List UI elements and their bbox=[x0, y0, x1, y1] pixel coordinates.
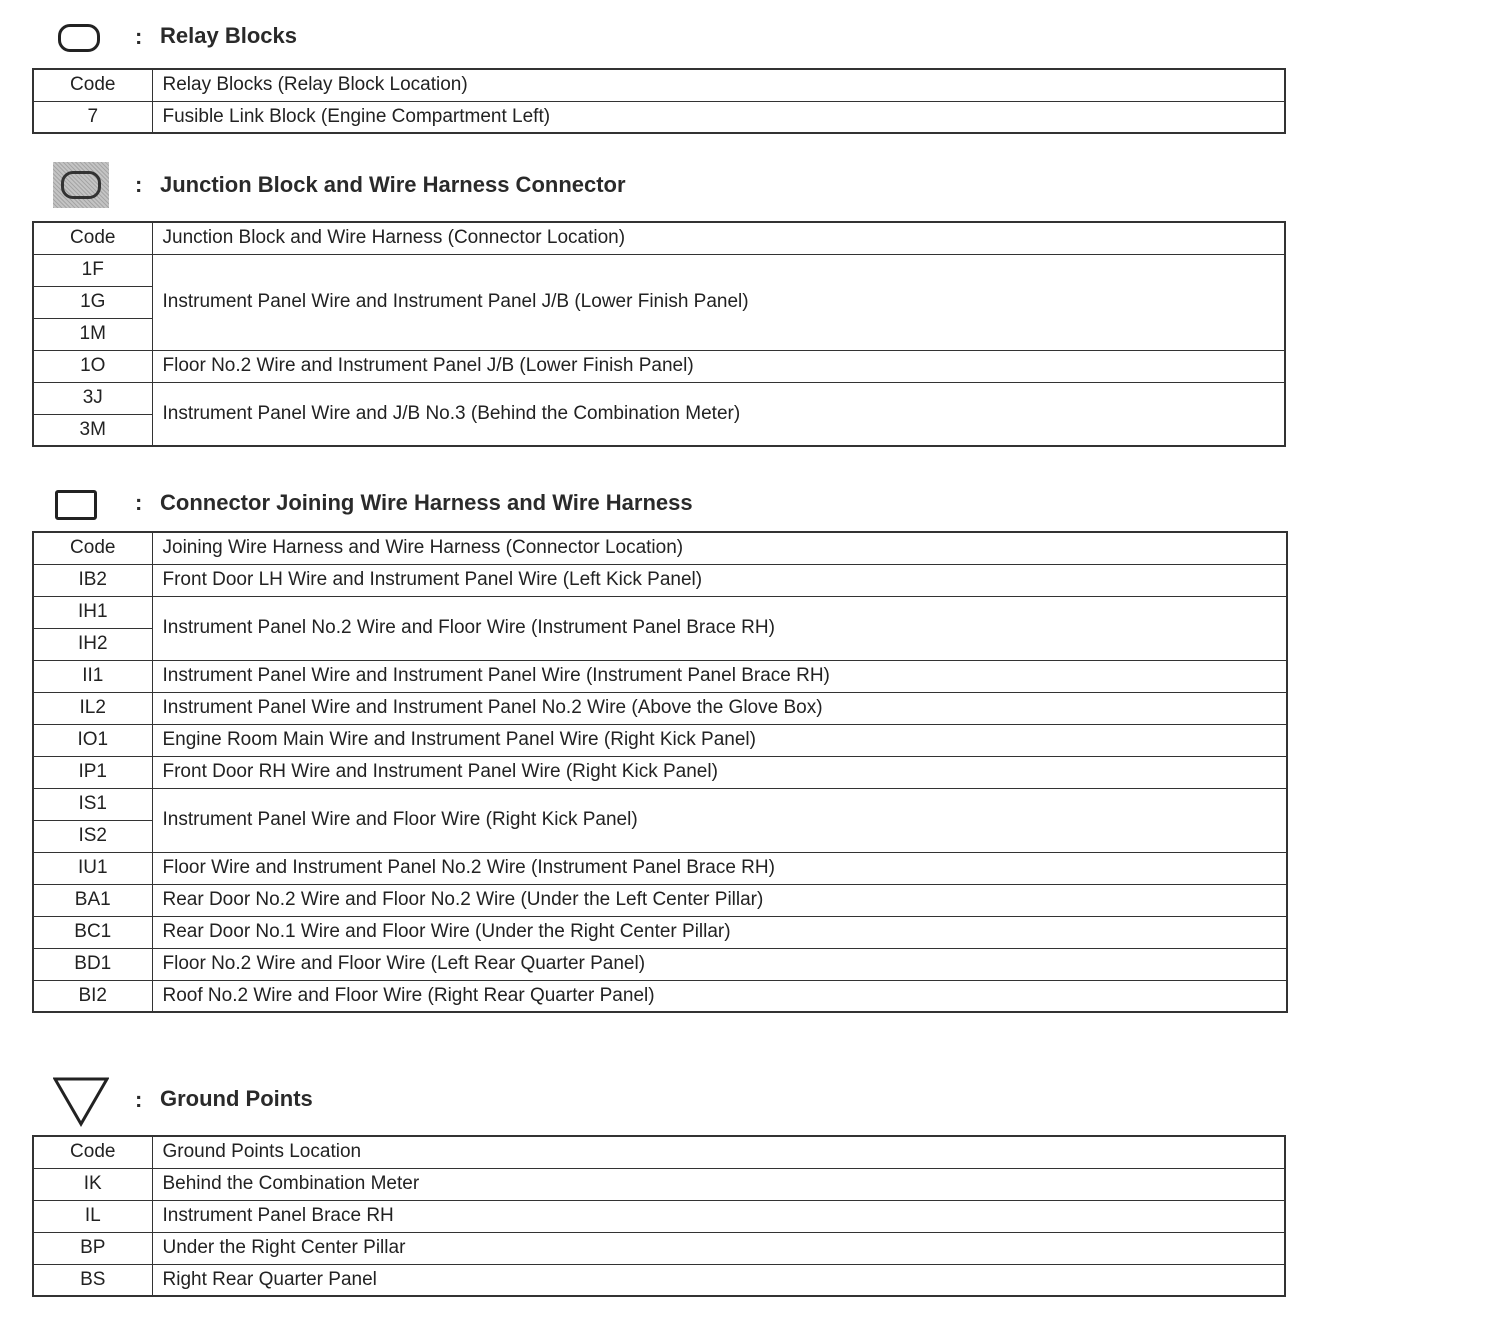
table-header-row bbox=[33, 1136, 1285, 1168]
table-row bbox=[33, 660, 1287, 692]
code-cell: IL2 bbox=[33, 692, 152, 724]
ground-points-table bbox=[32, 1135, 1286, 1297]
table-row bbox=[33, 596, 1287, 628]
table-row bbox=[33, 948, 1287, 980]
code-cell: 3J bbox=[33, 382, 152, 414]
heading-colon: : bbox=[135, 490, 143, 515]
location-cell: Instrument Panel No.2 Wire and Floor Wire (Instrument Panel Brace RH) bbox=[152, 596, 1287, 660]
code-cell: 1O bbox=[33, 350, 152, 382]
code-cell: IL bbox=[33, 1200, 152, 1232]
location-header: Junction Block and Wire Harness (Connector Location) bbox=[152, 222, 1285, 254]
relay-blocks-heading bbox=[0, 14, 1300, 64]
location-header: Ground Points Location bbox=[152, 1136, 1285, 1168]
location-header: Relay Blocks (Relay Block Location) bbox=[152, 69, 1285, 101]
code-cell: BA1 bbox=[33, 884, 152, 916]
code-cell: IS1 bbox=[33, 788, 152, 820]
table-row bbox=[33, 756, 1287, 788]
table-row bbox=[33, 724, 1287, 756]
table-row bbox=[33, 254, 1285, 286]
table-row bbox=[33, 1232, 1285, 1264]
heading-colon: : bbox=[135, 172, 143, 197]
relay-blocks-title: Relay Blocks bbox=[160, 23, 297, 48]
table-row bbox=[33, 564, 1287, 596]
table-row bbox=[33, 980, 1287, 1012]
location-cell: Front Door LH Wire and Instrument Panel Wire (Left Kick Panel) bbox=[152, 564, 1287, 596]
location-cell: Front Door RH Wire and Instrument Panel Wire (Right Kick Panel) bbox=[152, 756, 1287, 788]
table-row bbox=[33, 382, 1285, 414]
table-header-row bbox=[33, 69, 1285, 101]
table-row bbox=[33, 101, 1285, 133]
location-cell: Fusible Link Block (Engine Compartment Left) bbox=[152, 101, 1285, 133]
code-cell: BP bbox=[33, 1232, 152, 1264]
location-cell: Instrument Panel Wire and Instrument Panel No.2 Wire (Above the Glove Box) bbox=[152, 692, 1287, 724]
table-header-row bbox=[33, 532, 1287, 564]
connector-symbol-icon bbox=[55, 490, 97, 520]
table-row bbox=[33, 1168, 1285, 1200]
code-cell: 1M bbox=[33, 318, 152, 350]
connector-joining-heading bbox=[0, 480, 1300, 530]
location-cell: Behind the Combination Meter bbox=[152, 1168, 1285, 1200]
heading-colon: : bbox=[135, 1087, 143, 1112]
code-cell: IO1 bbox=[33, 724, 152, 756]
code-cell: IK bbox=[33, 1168, 152, 1200]
table-header-row bbox=[33, 222, 1285, 254]
heading-colon: : bbox=[135, 24, 143, 49]
code-cell: IH2 bbox=[33, 628, 152, 660]
ground-point-triangle-icon bbox=[53, 1076, 109, 1128]
table-row bbox=[33, 692, 1287, 724]
code-cell: BS bbox=[33, 1264, 152, 1296]
location-cell: Instrument Panel Wire and Instrument Panel Wire (Instrument Panel Brace RH) bbox=[152, 660, 1287, 692]
code-header: Code bbox=[33, 69, 152, 101]
location-cell: Instrument Panel Brace RH bbox=[152, 1200, 1285, 1232]
code-cell: 1F bbox=[33, 254, 152, 286]
table-row bbox=[33, 884, 1287, 916]
code-header: Code bbox=[33, 1136, 152, 1168]
junction-block-symbol-icon bbox=[53, 162, 109, 208]
location-cell: Floor No.2 Wire and Instrument Panel J/B (Lower Finish Panel) bbox=[152, 350, 1285, 382]
code-cell: II1 bbox=[33, 660, 152, 692]
table-row bbox=[33, 1200, 1285, 1232]
location-cell: Floor Wire and Instrument Panel No.2 Wire (Instrument Panel Brace RH) bbox=[152, 852, 1287, 884]
connector-joining-table bbox=[32, 531, 1288, 1013]
code-cell: IH1 bbox=[33, 596, 152, 628]
location-cell: Rear Door No.1 Wire and Floor Wire (Under the Right Center Pillar) bbox=[152, 916, 1287, 948]
code-cell: IP1 bbox=[33, 756, 152, 788]
code-cell: BC1 bbox=[33, 916, 152, 948]
table-row bbox=[33, 916, 1287, 948]
code-cell: 3M bbox=[33, 414, 152, 446]
code-cell: BD1 bbox=[33, 948, 152, 980]
code-cell: BI2 bbox=[33, 980, 152, 1012]
location-cell: Roof No.2 Wire and Floor Wire (Right Rear Quarter Panel) bbox=[152, 980, 1287, 1012]
connector-joining-title: Connector Joining Wire Harness and Wire Harness bbox=[160, 490, 693, 515]
ground-points-title: Ground Points bbox=[160, 1086, 313, 1111]
location-cell: Right Rear Quarter Panel bbox=[152, 1264, 1285, 1296]
ground-points-heading bbox=[0, 1072, 1300, 1122]
table-row bbox=[33, 788, 1287, 820]
relay-block-symbol-icon bbox=[58, 24, 100, 52]
location-cell: Engine Room Main Wire and Instrument Panel Wire (Right Kick Panel) bbox=[152, 724, 1287, 756]
table-row bbox=[33, 1264, 1285, 1296]
location-cell: Rear Door No.2 Wire and Floor No.2 Wire (Under the Left Center Pillar) bbox=[152, 884, 1287, 916]
relay-blocks-table bbox=[32, 68, 1286, 134]
table-row bbox=[33, 852, 1287, 884]
location-cell: Floor No.2 Wire and Floor Wire (Left Rear Quarter Panel) bbox=[152, 948, 1287, 980]
code-cell: IU1 bbox=[33, 852, 152, 884]
junction-block-table bbox=[32, 221, 1286, 447]
code-cell: 7 bbox=[33, 101, 152, 133]
location-header: Joining Wire Harness and Wire Harness (Connector Location) bbox=[152, 532, 1287, 564]
code-cell: 1G bbox=[33, 286, 152, 318]
location-cell: Instrument Panel Wire and J/B No.3 (Behind the Combination Meter) bbox=[152, 382, 1285, 446]
table-row bbox=[33, 350, 1285, 382]
junction-block-title: Junction Block and Wire Harness Connector bbox=[160, 172, 626, 197]
location-cell: Instrument Panel Wire and Instrument Panel J/B (Lower Finish Panel) bbox=[152, 254, 1285, 350]
code-header: Code bbox=[33, 222, 152, 254]
junction-block-heading bbox=[0, 162, 1300, 212]
code-header: Code bbox=[33, 532, 152, 564]
code-cell: IS2 bbox=[33, 820, 152, 852]
location-cell: Under the Right Center Pillar bbox=[152, 1232, 1285, 1264]
code-cell: IB2 bbox=[33, 564, 152, 596]
location-cell: Instrument Panel Wire and Floor Wire (Right Kick Panel) bbox=[152, 788, 1287, 852]
